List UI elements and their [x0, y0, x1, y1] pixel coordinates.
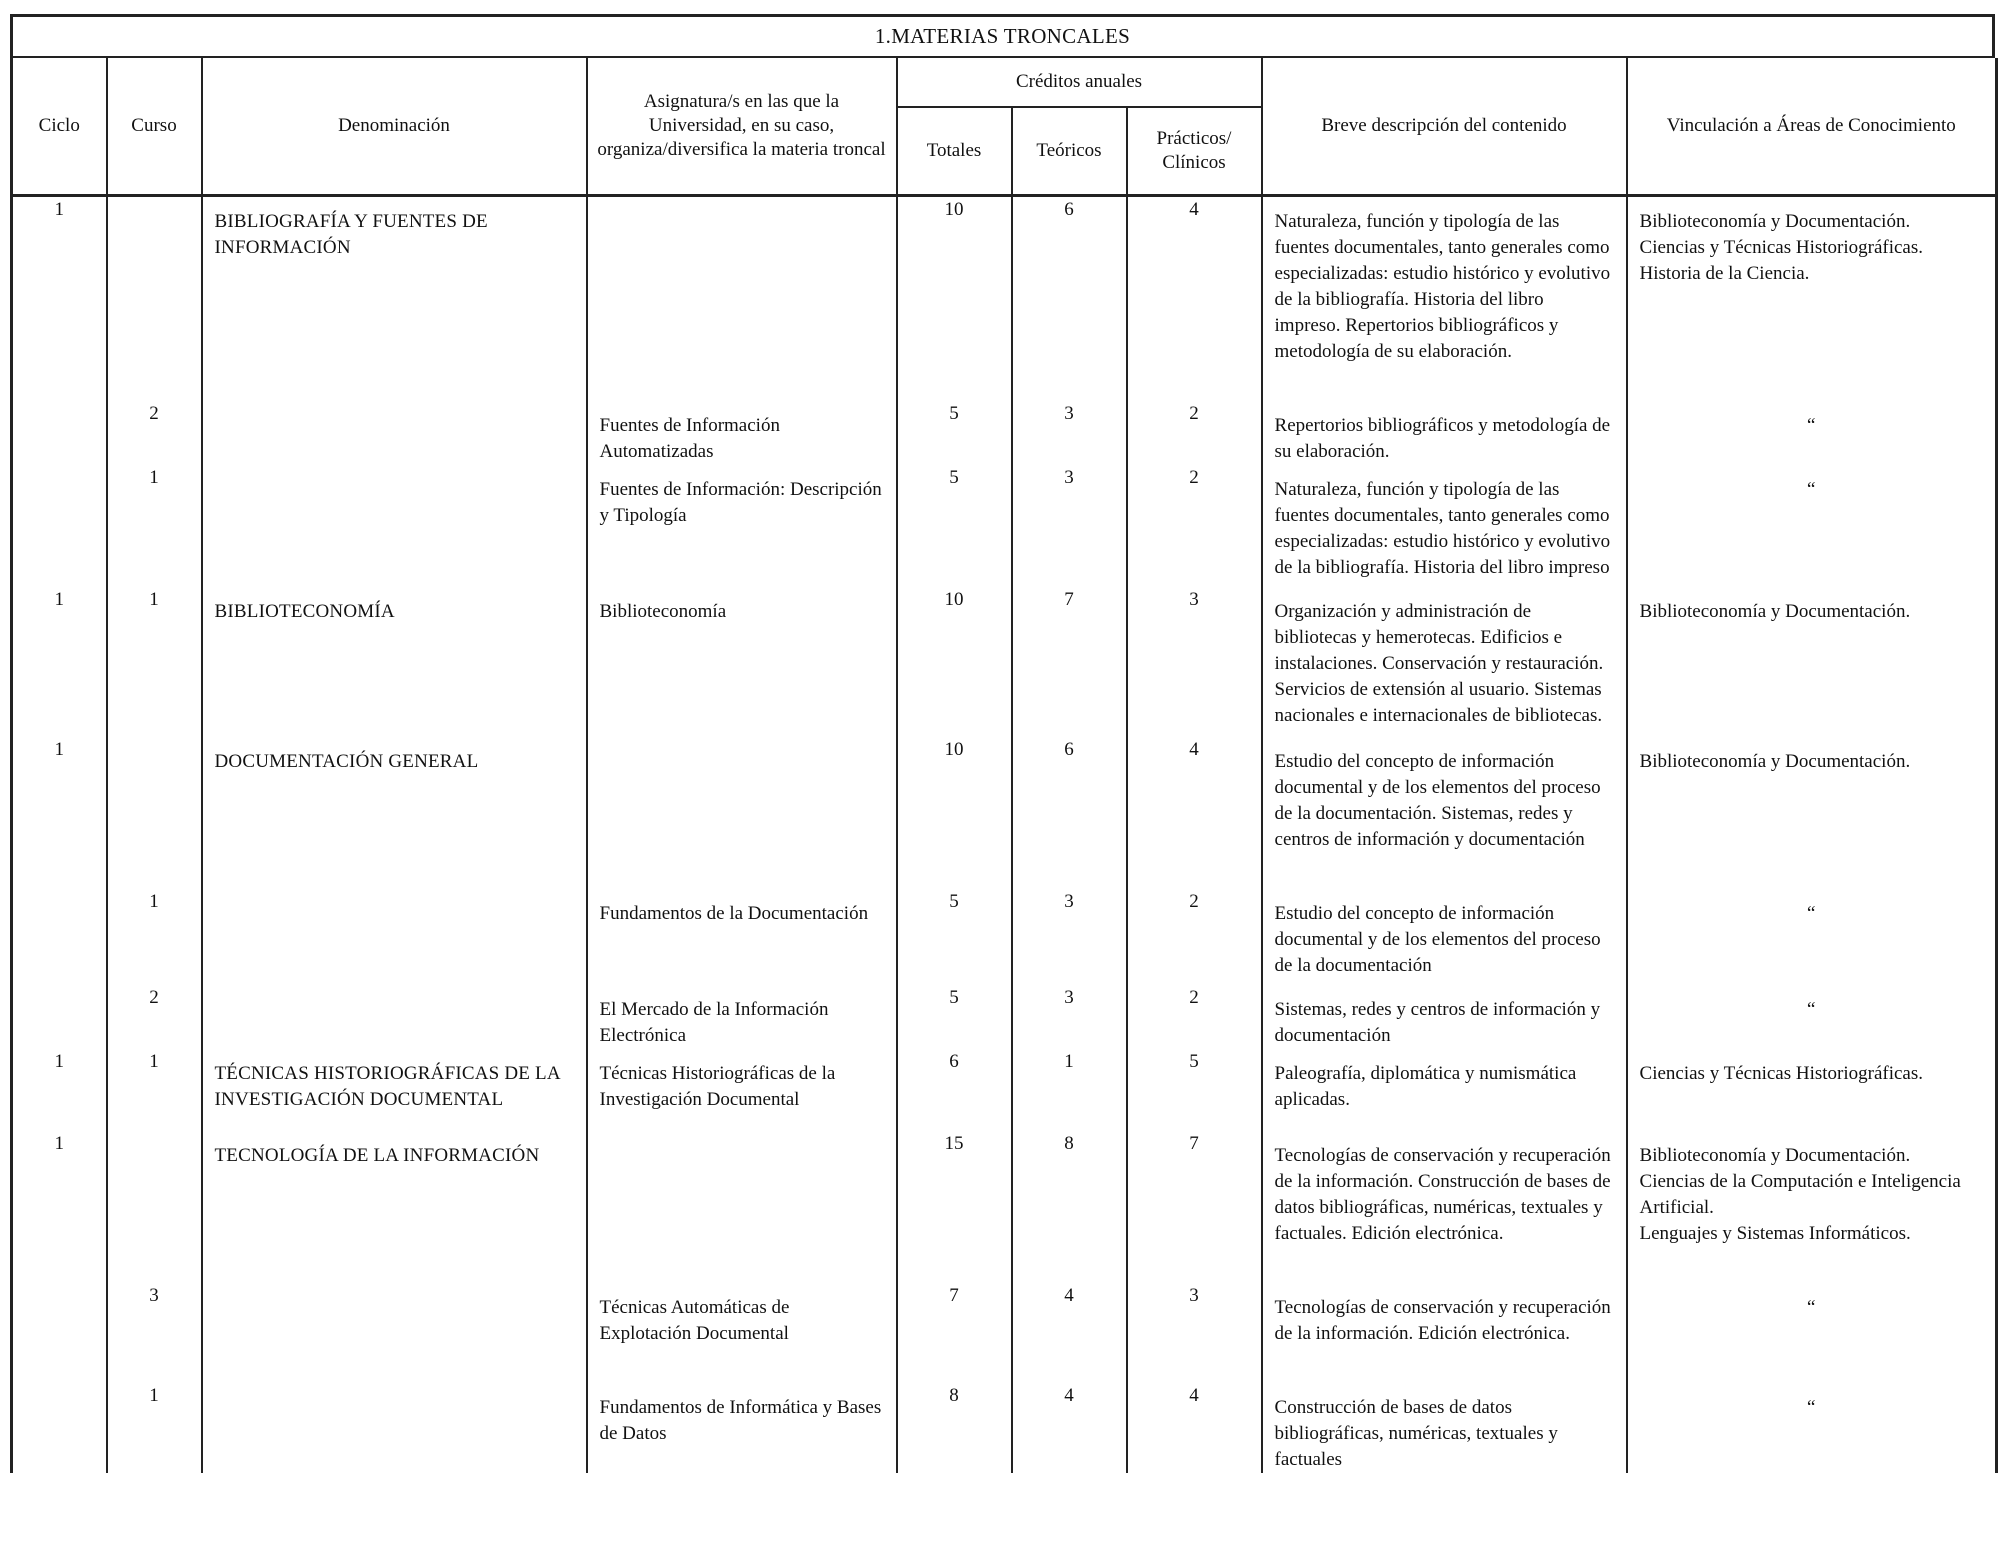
cell-vinculacion: “: [1627, 1383, 1997, 1473]
header-descripcion: Breve descripción del contenido: [1262, 58, 1627, 196]
cell-asignatura: Técnicas Historiográficas de la Investigación Documental: [587, 1049, 897, 1131]
cell-teoricos: 3: [1012, 889, 1127, 985]
table-body: [12, 196, 1997, 1473]
cell-practicos: 4: [1127, 1383, 1262, 1473]
table-row: [12, 985, 1997, 1049]
cell-curso: 1: [107, 587, 202, 737]
cell-descripcion: Naturaleza, función y tipología de las fuentes documentales, tanto generales como especializadas: estudio histórico y evolutivo de la bibliografía. Historia del libro impreso: [1262, 465, 1627, 587]
cell-descripcion: Repertorios bibliográficos y metodología de su elaboración.: [1262, 401, 1627, 465]
cell-curso: 2: [107, 401, 202, 465]
cell-teoricos: 1: [1012, 1049, 1127, 1131]
table-row: [12, 401, 1997, 465]
cell-curso: 1: [107, 889, 202, 985]
cell-vinculacion: Biblioteconomía y Documentación. Ciencias y Técnicas Historiográficas. Historia de la Ciencia.: [1627, 196, 1997, 401]
cell-asignatura: Fundamentos de Informática y Bases de Datos: [587, 1383, 897, 1473]
cell-denominacion: [202, 1383, 587, 1473]
cell-ciclo: [12, 465, 107, 587]
cell-ciclo: [12, 889, 107, 985]
cell-curso: 1: [107, 465, 202, 587]
cell-asignatura: [587, 1131, 897, 1283]
table-row: [12, 889, 1997, 985]
cell-vinculacion: “: [1627, 985, 1997, 1049]
cell-descripcion: Organización y administración de bibliotecas y hemerotecas. Edificios e instalaciones. Conservación y restauración. Servicios de extensión al usuario. Sistemas nacionales e internacionales de bibliotecas.: [1262, 587, 1627, 737]
cell-vinculacion: Biblioteconomía y Documentación.: [1627, 737, 1997, 889]
cell-practicos: 3: [1127, 587, 1262, 737]
cell-totales: 10: [897, 196, 1012, 401]
cell-asignatura: Fundamentos de la Documentación: [587, 889, 897, 985]
cell-ciclo: [12, 1383, 107, 1473]
cell-descripcion: Paleografía, diplomática y numismática aplicadas.: [1262, 1049, 1627, 1131]
table-row: [12, 465, 1997, 587]
cell-asignatura: [587, 737, 897, 889]
cell-practicos: 5: [1127, 1049, 1262, 1131]
cell-totales: 8: [897, 1383, 1012, 1473]
cell-practicos: 2: [1127, 985, 1262, 1049]
cell-asignatura: Biblioteconomía: [587, 587, 897, 737]
table-row: [12, 1131, 1997, 1283]
cell-descripcion: Construcción de bases de datos bibliográficas, numéricas, textuales y factuales: [1262, 1383, 1627, 1473]
cell-teoricos: 6: [1012, 196, 1127, 401]
cell-denominacion: TECNOLOGÍA DE LA INFORMACIÓN: [202, 1131, 587, 1283]
cell-vinculacion: Ciencias y Técnicas Historiográficas.: [1627, 1049, 1997, 1131]
header-totales: Totales: [897, 107, 1012, 196]
cell-curso: 1: [107, 1049, 202, 1131]
cell-teoricos: 7: [1012, 587, 1127, 737]
cell-asignatura: Fuentes de Información Automatizadas: [587, 401, 897, 465]
cell-teoricos: 3: [1012, 465, 1127, 587]
cell-teoricos: 6: [1012, 737, 1127, 889]
cell-vinculacion: “: [1627, 465, 1997, 587]
cell-teoricos: 8: [1012, 1131, 1127, 1283]
cell-denominacion: [202, 985, 587, 1049]
cell-totales: 15: [897, 1131, 1012, 1283]
header-creditos: Créditos anuales: [897, 58, 1262, 107]
cell-ciclo: 1: [12, 196, 107, 401]
cell-teoricos: 4: [1012, 1383, 1127, 1473]
cell-denominacion: BIBLIOTECONOMÍA: [202, 587, 587, 737]
cell-totales: 5: [897, 465, 1012, 587]
cell-curso: [107, 196, 202, 401]
cell-descripcion: Naturaleza, función y tipología de las fuentes documentales, tanto generales como especializadas: estudio histórico y evolutivo de la bibliografía. Historia del libro impreso. Repertorios bibliográficos y metodología de su elaboración.: [1262, 196, 1627, 401]
cell-denominacion: [202, 401, 587, 465]
cell-teoricos: 4: [1012, 1283, 1127, 1383]
cell-descripcion: Tecnologías de conservación y recuperación de la información. Construcción de bases de datos bibliográficas, numéricas, textuales y factuales. Edición electrónica.: [1262, 1131, 1627, 1283]
cell-ciclo: [12, 401, 107, 465]
cell-descripcion: Tecnologías de conservación y recuperación de la información. Edición electrónica.: [1262, 1283, 1627, 1383]
section-title: 1.MATERIAS TRONCALES: [10, 14, 1995, 58]
table-row: [12, 1283, 1997, 1383]
cell-vinculacion: Biblioteconomía y Documentación.: [1627, 587, 1997, 737]
document-page: [10, 14, 1995, 1473]
table-header: [12, 58, 1997, 196]
cell-vinculacion: “: [1627, 1283, 1997, 1383]
cell-denominacion: DOCUMENTACIÓN GENERAL: [202, 737, 587, 889]
header-asignatura: Asignatura/s en las que la Universidad, en su caso, organiza/diversifica la materia troncal: [587, 58, 897, 196]
cell-vinculacion: Biblioteconomía y Documentación. Ciencias de la Computación e Inteligencia Artificial. Lenguajes y Sistemas Informáticos.: [1627, 1131, 1997, 1283]
header-practicos: Prácticos/ Clínicos: [1127, 107, 1262, 196]
cell-denominacion: [202, 889, 587, 985]
cell-teoricos: 3: [1012, 985, 1127, 1049]
cell-teoricos: 3: [1012, 401, 1127, 465]
cell-ciclo: 1: [12, 587, 107, 737]
header-ciclo: Ciclo: [12, 58, 107, 196]
cell-denominacion: TÉCNICAS HISTORIOGRÁFICAS DE LA INVESTIGACIÓN DOCUMENTAL: [202, 1049, 587, 1131]
cell-asignatura: [587, 196, 897, 401]
cell-denominacion: [202, 1283, 587, 1383]
cell-ciclo: [12, 1283, 107, 1383]
cell-curso: 2: [107, 985, 202, 1049]
cell-ciclo: 1: [12, 737, 107, 889]
table-row: [12, 196, 1997, 401]
cell-descripcion: Estudio del concepto de información documental y de los elementos del proceso de la documentación. Sistemas, redes y centros de información y documentación: [1262, 737, 1627, 889]
cell-vinculacion: “: [1627, 401, 1997, 465]
table-row: [12, 1383, 1997, 1473]
cell-practicos: 4: [1127, 737, 1262, 889]
cell-totales: 5: [897, 985, 1012, 1049]
table-row: [12, 1049, 1997, 1131]
header-teoricos: Teóricos: [1012, 107, 1127, 196]
cell-curso: 1: [107, 1383, 202, 1473]
cell-totales: 10: [897, 737, 1012, 889]
cell-descripcion: Estudio del concepto de información documental y de los elementos del proceso de la documentación: [1262, 889, 1627, 985]
cell-curso: [107, 1131, 202, 1283]
cell-totales: 5: [897, 889, 1012, 985]
header-curso: Curso: [107, 58, 202, 196]
cell-practicos: 2: [1127, 465, 1262, 587]
header-vinculacion: Vinculación a Áreas de Conocimiento: [1627, 58, 1997, 196]
cell-practicos: 4: [1127, 196, 1262, 401]
cell-asignatura: El Mercado de la Información Electrónica: [587, 985, 897, 1049]
cell-totales: 10: [897, 587, 1012, 737]
table-row: [12, 737, 1997, 889]
cell-descripcion: Sistemas, redes y centros de información y documentación: [1262, 985, 1627, 1049]
cell-totales: 6: [897, 1049, 1012, 1131]
cell-ciclo: 1: [12, 1049, 107, 1131]
cell-denominacion: [202, 465, 587, 587]
cell-practicos: 2: [1127, 401, 1262, 465]
table-row: [12, 587, 1997, 737]
cell-curso: 3: [107, 1283, 202, 1383]
cell-curso: [107, 737, 202, 889]
cell-asignatura: Fuentes de Información: Descripción y Tipología: [587, 465, 897, 587]
cell-ciclo: 1: [12, 1131, 107, 1283]
cell-ciclo: [12, 985, 107, 1049]
cell-asignatura: Técnicas Automáticas de Explotación Documental: [587, 1283, 897, 1383]
cell-denominacion: BIBLIOGRAFÍA Y FUENTES DE INFORMACIÓN: [202, 196, 587, 401]
cell-practicos: 3: [1127, 1283, 1262, 1383]
cell-totales: 5: [897, 401, 1012, 465]
header-denominacion: Denominación: [202, 58, 587, 196]
materias-table: [10, 58, 1998, 1473]
cell-practicos: 2: [1127, 889, 1262, 985]
cell-vinculacion: “: [1627, 889, 1997, 985]
cell-practicos: 7: [1127, 1131, 1262, 1283]
cell-totales: 7: [897, 1283, 1012, 1383]
